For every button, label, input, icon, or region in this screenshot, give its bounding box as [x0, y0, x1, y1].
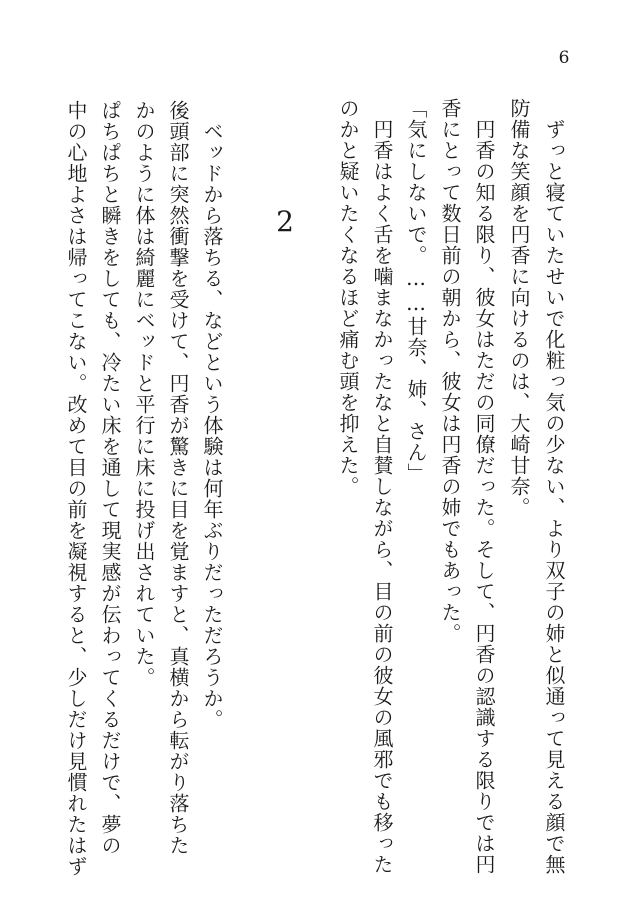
text-column: かのように体は綺麗にベッドと平行に床に投げ出されていた。 [132, 100, 156, 688]
text-column: 中の心地よさは帰ってこない。改めて目の前を凝視すると、少しだけ見慣れたはず [64, 100, 88, 877]
chapter-number: 2 [276, 205, 294, 238]
text-column: ずっと寝ていたせいで化粧っ気の少ない、より双子の姉と似通って見える顔で無 [542, 98, 566, 875]
text-column: ベッドから落ちる、などという体験は何年ぶりだっただろうか。 [200, 100, 224, 730]
page-number: 6 [558, 48, 570, 68]
text-column: のかと疑いたくなるほど痛む頭を抑えた。 [336, 98, 360, 497]
text-column: 防備な笑顔を円香に向けるのは、大崎甘奈。 [507, 98, 531, 518]
text-column: 後頭部に突然衝撃を受けて、円香が驚きに目を覚ますと、真横から転がり落ちた [166, 100, 190, 856]
text-column: 円香はよく舌を噛まなかったなと自賛しながら、目の前の彼女の風邪でも移った [370, 98, 394, 875]
text-column: 「気にしないで。……甘奈、姉、さん」 [404, 98, 428, 484]
text-column: ぱちぱちと瞬きをしても、冷たい床を通して現実感が伝わってくるだけで、夢の [98, 100, 122, 856]
text-column: 香にとって数日前の朝から、彼女は円香の姉でもあった。 [438, 98, 462, 644]
text-column: 円香の知る限り、彼女はただの同僚だった。そして、円香の認識する限りでは円 [472, 98, 496, 875]
